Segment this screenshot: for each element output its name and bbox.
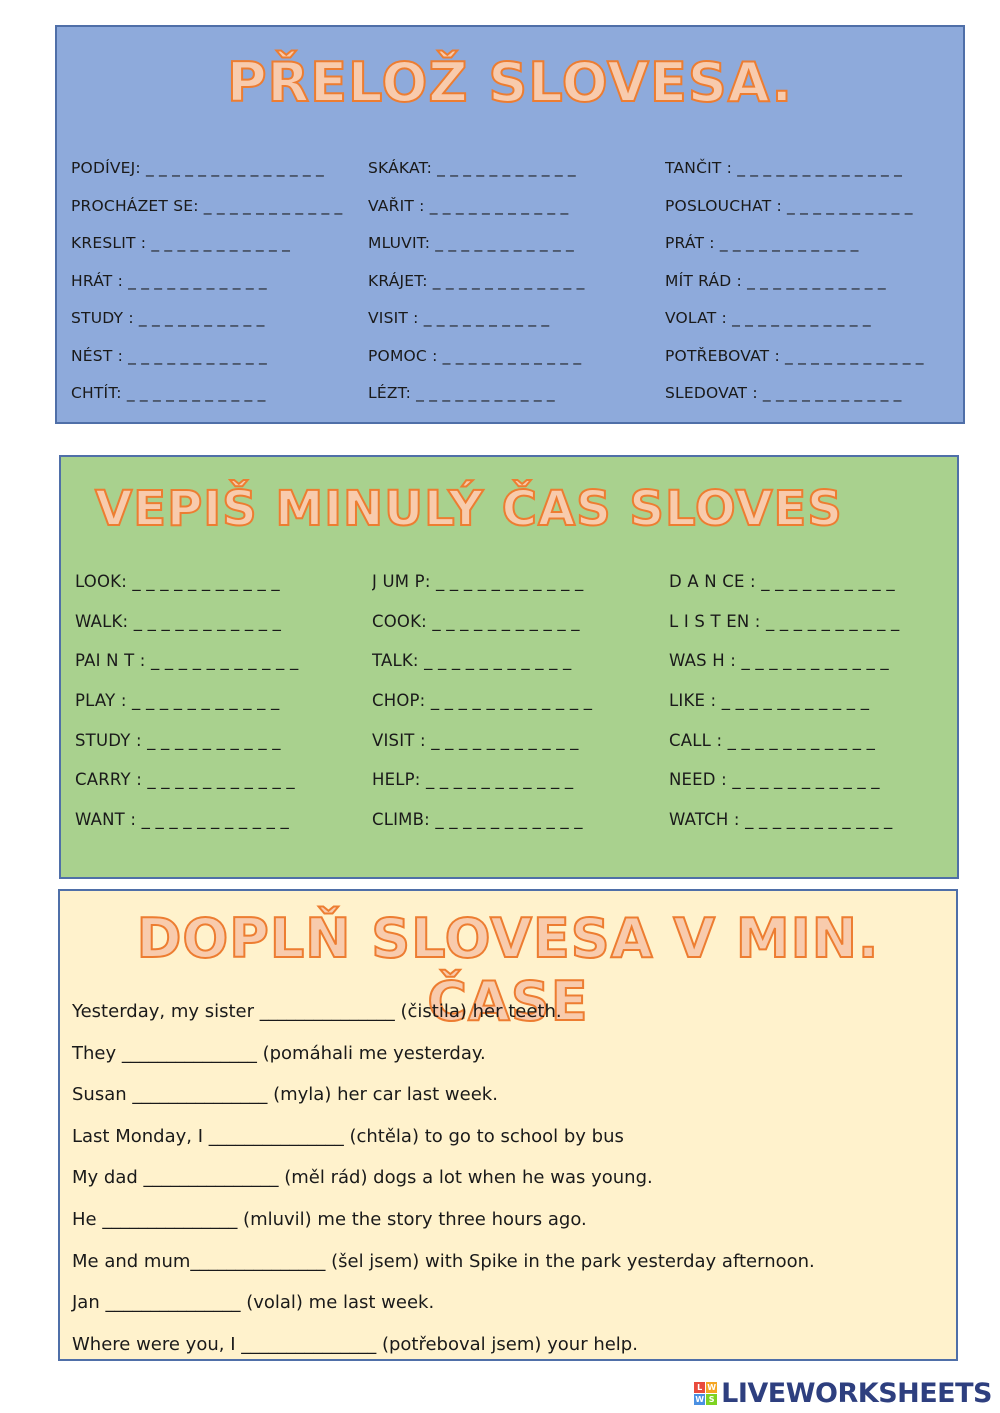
liveworksheets-logo-icon xyxy=(694,1382,717,1405)
translate-verbs-panel xyxy=(55,25,965,424)
verb-blank-item[interactable]: NÉST : _ _ _ _ _ _ _ _ _ _ _ xyxy=(71,346,267,365)
logo-mark-letter: L xyxy=(694,1382,705,1393)
verb-blank-item[interactable]: PRÁT : _ _ _ _ _ _ _ _ _ _ _ xyxy=(665,234,859,252)
past-tense-panel xyxy=(59,455,959,879)
verb-blank-item[interactable]: CHTÍT: _ _ _ _ _ _ _ _ _ _ _ xyxy=(71,384,266,402)
verb-blank-item[interactable]: MLUVIT: _ _ _ _ _ _ _ _ _ _ _ xyxy=(368,234,574,252)
verb-blank-item[interactable]: KRESLIT : _ _ _ _ _ _ _ _ _ _ _ xyxy=(71,234,291,252)
verb-blank-item[interactable]: CLIMB: _ _ _ _ _ _ _ _ _ _ _ xyxy=(372,810,583,830)
verb-blank-item[interactable]: PODÍVEJ: _ _ _ _ _ _ _ _ _ _ _ _ _ _ xyxy=(71,159,324,177)
sentence-list xyxy=(72,991,952,1365)
translate-verbs-grid xyxy=(71,150,951,413)
verb-blank-item[interactable]: SLEDOVAT : _ _ _ _ _ _ _ _ _ _ _ xyxy=(665,384,902,402)
sentence-item[interactable]: He _______________ (mluvil) me the story three hours ago. xyxy=(72,1208,587,1230)
past-tense-grid xyxy=(75,562,955,840)
verb-blank-item[interactable]: POSLOUCHAT : _ _ _ _ _ _ _ _ _ _ xyxy=(665,196,913,215)
verb-blank-item[interactable]: HELP: _ _ _ _ _ _ _ _ _ _ _ xyxy=(372,770,574,790)
verb-blank-item[interactable]: CALL : _ _ _ _ _ _ _ _ _ _ _ xyxy=(669,730,876,750)
verb-blank-item[interactable]: TANČIT : _ _ _ _ _ _ _ _ _ _ _ _ _ xyxy=(665,159,903,177)
verb-blank-item[interactable]: SKÁKAT: _ _ _ _ _ _ _ _ _ _ _ xyxy=(368,159,576,177)
logo-mark-letter: S xyxy=(706,1394,717,1405)
verb-blank-item[interactable]: NEED : _ _ _ _ _ _ _ _ _ _ _ xyxy=(669,770,880,790)
past-section-title: VEPIŠ MINULÝ ČAS SLOVES xyxy=(95,481,843,537)
verb-blank-item[interactable]: WATCH : _ _ _ _ _ _ _ _ _ _ _ xyxy=(669,810,893,830)
verb-blank-item[interactable]: VISIT : _ _ _ _ _ _ _ _ _ _ _ xyxy=(372,730,579,750)
verb-blank-item[interactable]: VAŘIT : _ _ _ _ _ _ _ _ _ _ _ xyxy=(368,196,569,215)
verb-blank-item[interactable]: WAS H : _ _ _ _ _ _ _ _ _ _ _ xyxy=(669,651,889,671)
verb-blank-item[interactable]: LÉZT: _ _ _ _ _ _ _ _ _ _ _ xyxy=(368,384,555,402)
verb-blank-item[interactable]: LOOK: _ _ _ _ _ _ _ _ _ _ _ xyxy=(75,572,280,591)
verb-blank-item[interactable]: POMOC : _ _ _ _ _ _ _ _ _ _ _ xyxy=(368,346,582,365)
sentence-item[interactable]: My dad _______________ (měl rád) dogs a lot when he was young. xyxy=(72,1167,653,1189)
sentence-item[interactable]: Yesterday, my sister _______________ (čistila) her teeth. xyxy=(72,1001,562,1022)
verb-blank-item[interactable]: WANT : _ _ _ _ _ _ _ _ _ _ _ xyxy=(75,810,289,830)
verb-blank-item[interactable]: POTŘEBOVAT : _ _ _ _ _ _ _ _ _ _ _ xyxy=(665,346,924,365)
logo-mark-letter: W xyxy=(707,1382,717,1392)
sentence-item[interactable]: Last Monday, I _______________ (chtěla) to go to school by bus xyxy=(72,1125,624,1147)
sentence-item[interactable]: They _______________ (pomáhali me yesterday. xyxy=(72,1042,486,1064)
verb-blank-item[interactable]: KRÁJET: _ _ _ _ _ _ _ _ _ _ _ _ xyxy=(368,271,585,290)
logo-text: LIVEWORKSHEETS xyxy=(721,1377,992,1409)
verb-blank-item[interactable]: COOK: _ _ _ _ _ _ _ _ _ _ _ xyxy=(372,611,580,631)
verb-blank-item[interactable]: LIKE : _ _ _ _ _ _ _ _ _ _ _ xyxy=(669,691,870,711)
verb-blank-item[interactable]: HRÁT : _ _ _ _ _ _ _ _ _ _ _ xyxy=(71,271,267,290)
logo-mark-letter: W xyxy=(695,1394,705,1404)
verb-blank-item[interactable]: WALK: _ _ _ _ _ _ _ _ _ _ _ xyxy=(75,611,282,631)
verb-blank-item[interactable]: MÍT RÁD : _ _ _ _ _ _ _ _ _ _ _ xyxy=(665,271,886,290)
fill-section-title: DOPLŇ SLOVESA V MIN. ČASE xyxy=(136,907,880,1033)
sentence-item[interactable]: Susan _______________ (myla) her car last week. xyxy=(72,1084,498,1106)
verb-blank-item[interactable]: STUDY : _ _ _ _ _ _ _ _ _ _ xyxy=(75,730,281,750)
verb-blank-item[interactable]: PROCHÁZET SE: _ _ _ _ _ _ _ _ _ _ _ xyxy=(71,196,343,215)
verb-blank-item[interactable]: PLAY : _ _ _ _ _ _ _ _ _ _ _ xyxy=(75,691,280,711)
sentence-item[interactable]: Jan _______________ (volal) me last week. xyxy=(72,1292,435,1314)
verb-blank-item[interactable]: CHOP: _ _ _ _ _ _ _ _ _ _ _ _ xyxy=(372,691,593,711)
sentence-item[interactable]: Where were you, I _______________ (potřeboval jsem) your help. xyxy=(72,1333,638,1355)
sentence-item[interactable]: Me and mum_______________ (šel jsem) with Spike in the park yesterday afternoon. xyxy=(72,1250,815,1272)
translate-section-title: PŘELOŽ SLOVESA. xyxy=(226,51,794,114)
verb-blank-item[interactable]: VOLAT : _ _ _ _ _ _ _ _ _ _ _ xyxy=(665,309,871,327)
verb-blank-item[interactable]: VISIT : _ _ _ _ _ _ _ _ _ _ xyxy=(368,309,550,327)
verb-blank-item[interactable]: J UM P: _ _ _ _ _ _ _ _ _ _ _ xyxy=(372,572,584,591)
verb-blank-item[interactable]: PAI N T : _ _ _ _ _ _ _ _ _ _ _ xyxy=(75,651,299,671)
verb-blank-item[interactable]: TALK: _ _ _ _ _ _ _ _ _ _ _ xyxy=(372,651,572,671)
verb-blank-item[interactable]: L I S T EN : _ _ _ _ _ _ _ _ _ _ xyxy=(669,611,900,631)
verb-blank-item[interactable]: D A N CE : _ _ _ _ _ _ _ _ _ _ xyxy=(669,572,895,591)
fill-in-panel xyxy=(58,889,958,1361)
liveworksheets-logo[interactable] xyxy=(694,1375,992,1411)
verb-blank-item[interactable]: CARRY : _ _ _ _ _ _ _ _ _ _ _ xyxy=(75,770,295,790)
verb-blank-item[interactable]: STUDY : _ _ _ _ _ _ _ _ _ _ xyxy=(71,309,265,327)
